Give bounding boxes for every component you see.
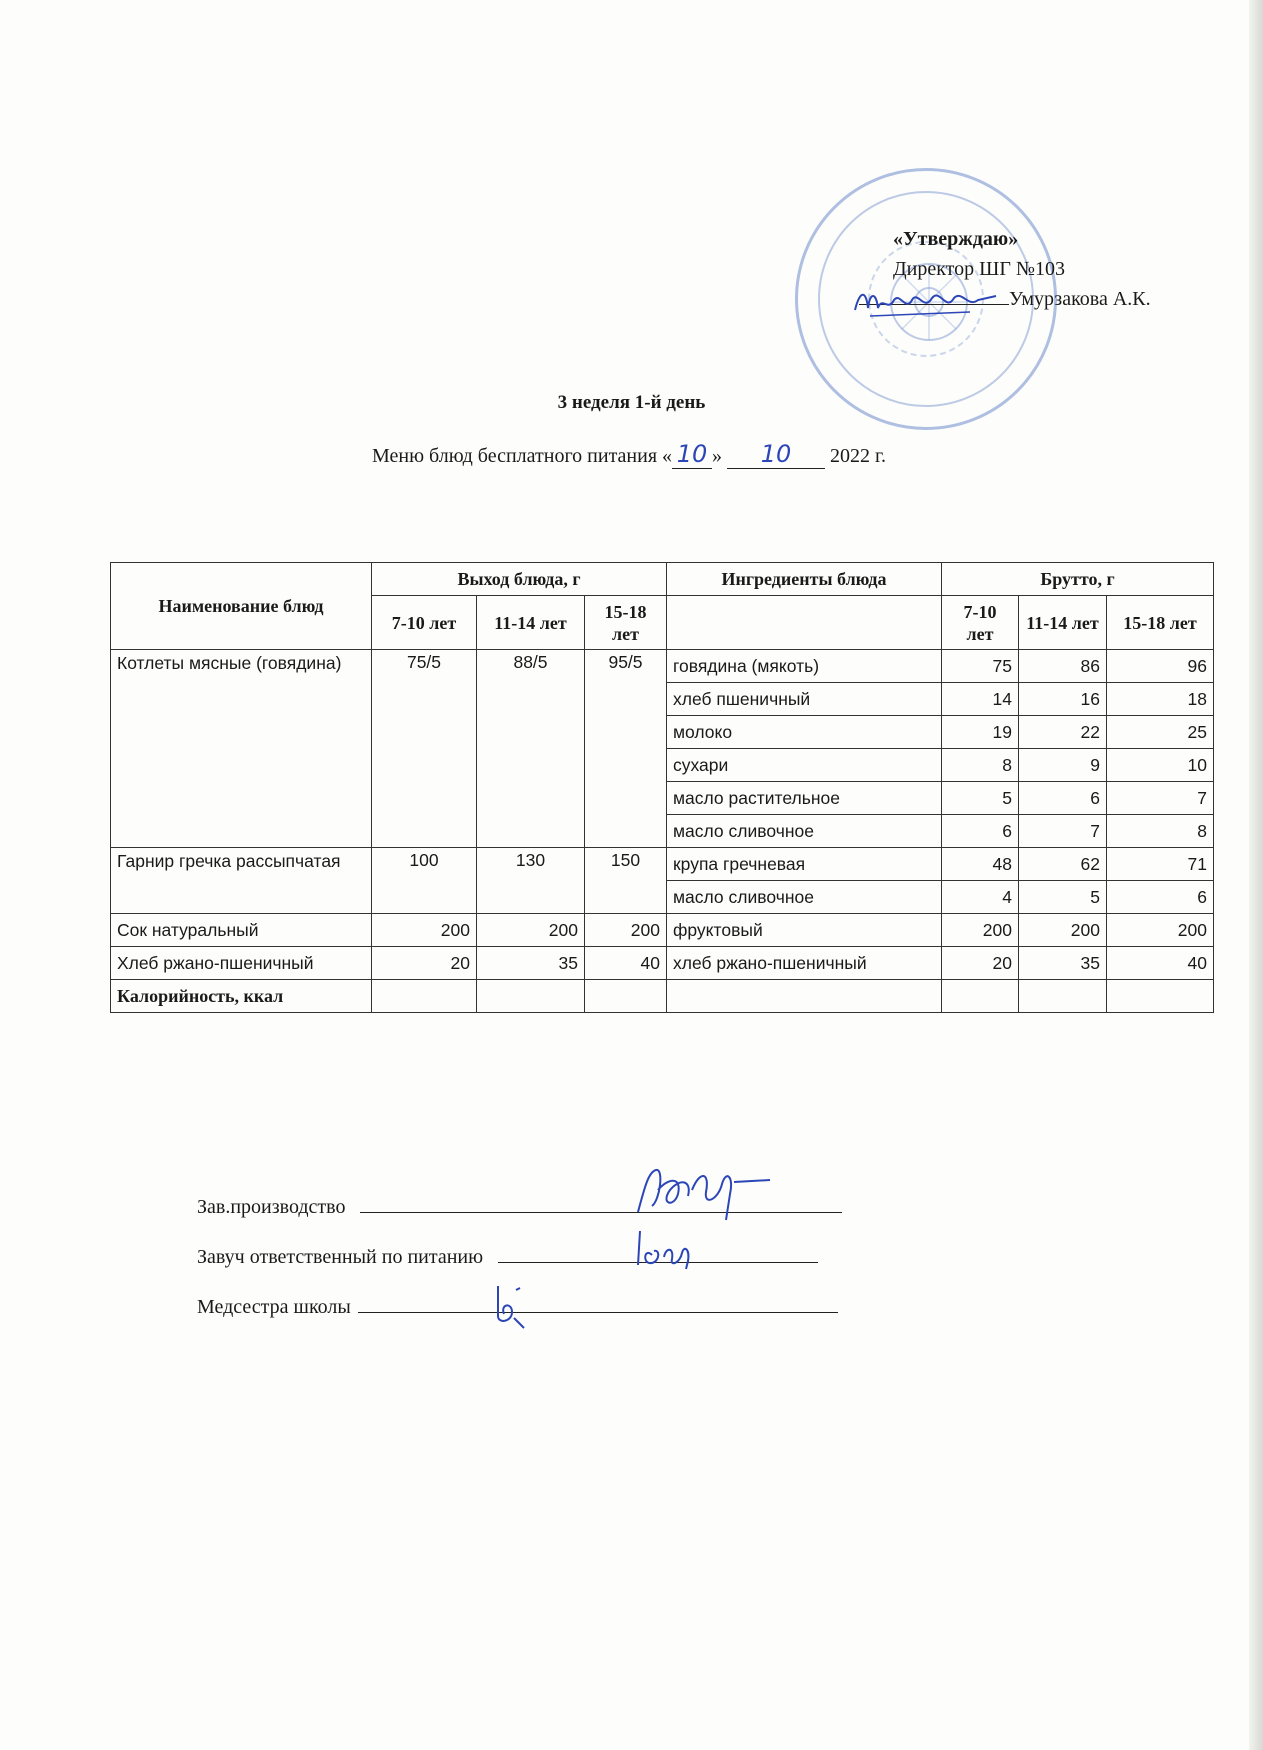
dish-name: Гарнир гречка рассыпчатая	[111, 848, 372, 914]
brutto-cell: 16	[1019, 683, 1107, 716]
brutto-cell: 6	[942, 815, 1019, 848]
brutto-cell: 20	[942, 947, 1019, 980]
ingredient-name: фруктовый	[667, 914, 942, 947]
brutto-cell: 18	[1107, 683, 1214, 716]
production-signature-icon	[630, 1160, 780, 1224]
signature-line	[358, 1292, 838, 1313]
brutto-cell: 200	[1019, 914, 1107, 947]
empty-cell	[1019, 980, 1107, 1013]
header-age: 11-14 лет	[1019, 596, 1107, 650]
header-yield: Выход блюда, г	[372, 563, 667, 596]
yield-cell: 200	[372, 914, 477, 947]
yield-cell: 35	[477, 947, 585, 980]
header-age: 11-14 лет	[477, 596, 585, 650]
brutto-cell: 71	[1107, 848, 1214, 881]
empty-cell	[477, 980, 585, 1013]
table-row	[111, 980, 1214, 1013]
brutto-cell: 62	[1019, 848, 1107, 881]
brutto-cell: 6	[1019, 782, 1107, 815]
dish-name: Хлеб ржано-пшеничный	[111, 947, 372, 980]
empty-cell	[585, 980, 667, 1013]
brutto-cell: 86	[1019, 650, 1107, 683]
signature-label: Завуч ответственный по питанию	[197, 1246, 484, 1268]
ingredient-name: хлеб пшеничный	[667, 683, 942, 716]
page-title: 3 неделя 1-й день	[557, 392, 706, 413]
brutto-cell: 96	[1107, 650, 1214, 683]
empty-cell	[372, 980, 477, 1013]
ingredient-name: крупа гречневая	[667, 848, 942, 881]
header-age: 7-10 лет	[942, 596, 1019, 650]
signature-label: Зав.производство	[197, 1196, 346, 1218]
yield-cell: 95/5	[585, 650, 667, 848]
brutto-cell: 19	[942, 716, 1019, 749]
brutto-cell: 4	[942, 881, 1019, 914]
yield-cell: 200	[477, 914, 585, 947]
brutto-cell: 48	[942, 848, 1019, 881]
brutto-cell: 40	[1107, 947, 1214, 980]
brutto-cell: 7	[1107, 782, 1214, 815]
ingredient-name: масло сливочное	[667, 881, 942, 914]
approval-heading: «Утверждаю»	[893, 228, 1019, 250]
empty-cell	[1107, 980, 1214, 1013]
ingredient-name: масло сливочное	[667, 815, 942, 848]
empty-cell	[667, 980, 942, 1013]
date-month: 10	[727, 440, 825, 469]
ingredient-name: масло растительное	[667, 782, 942, 815]
deputy-signature-icon	[630, 1225, 710, 1273]
table-row	[111, 914, 1214, 947]
header-age: 7-10 лет	[372, 596, 477, 650]
calories-label: Калорийность, ккал	[111, 980, 372, 1013]
scan-edge	[1249, 0, 1263, 1750]
dish-name: Сок натуральный	[111, 914, 372, 947]
dish-name: Котлеты мясные (говядина)	[111, 650, 372, 848]
table-row	[111, 848, 1214, 881]
brutto-cell: 5	[1019, 881, 1107, 914]
empty-cell	[942, 980, 1019, 1013]
header-age: 15-18 лет	[1107, 596, 1214, 650]
header-ingredients: Ингредиенты блюда	[667, 563, 942, 596]
brutto-cell: 7	[1019, 815, 1107, 848]
date-day: 10	[672, 440, 712, 469]
brutto-cell: 6	[1107, 881, 1214, 914]
yield-cell: 100	[372, 848, 477, 914]
subtitle-mid: »	[712, 445, 723, 467]
brutto-cell: 8	[1107, 815, 1214, 848]
brutto-cell: 14	[942, 683, 1019, 716]
brutto-cell: 9	[1019, 749, 1107, 782]
ingredient-name: хлеб ржано-пшеничный	[667, 947, 942, 980]
nurse-signature-icon	[490, 1280, 530, 1330]
signature-label: Медсестра школы	[197, 1296, 351, 1318]
yield-cell: 88/5	[477, 650, 585, 848]
brutto-cell: 10	[1107, 749, 1214, 782]
ingredient-name: молоко	[667, 716, 942, 749]
table-row	[111, 947, 1214, 980]
signature-row	[197, 1242, 818, 1269]
menu-table	[110, 562, 1214, 1013]
yield-cell: 130	[477, 848, 585, 914]
subtitle-prefix: Меню блюд бесплатного питания «	[372, 445, 673, 467]
approval-name: Умурзакова А.К.	[1009, 288, 1151, 310]
brutto-cell: 22	[1019, 716, 1107, 749]
brutto-cell: 35	[1019, 947, 1107, 980]
brutto-cell: 75	[942, 650, 1019, 683]
approval-position: Директор ШГ №103	[893, 258, 1065, 280]
brutto-cell: 200	[942, 914, 1019, 947]
table-row	[111, 650, 1214, 683]
yield-cell: 40	[585, 947, 667, 980]
yield-cell: 150	[585, 848, 667, 914]
director-signature-icon	[850, 282, 1000, 322]
brutto-cell: 25	[1107, 716, 1214, 749]
subtitle-year: 2022 г.	[830, 445, 886, 467]
brutto-cell: 5	[942, 782, 1019, 815]
yield-cell: 20	[372, 947, 477, 980]
brutto-cell: 200	[1107, 914, 1214, 947]
header-dish: Наименование блюд	[111, 563, 372, 650]
brutto-cell: 8	[942, 749, 1019, 782]
ingredient-name: говядина (мякоть)	[667, 650, 942, 683]
ingredient-name: сухари	[667, 749, 942, 782]
header-age: 15-18 лет	[585, 596, 667, 650]
yield-cell: 200	[585, 914, 667, 947]
header-brutto: Брутто, г	[942, 563, 1214, 596]
yield-cell: 75/5	[372, 650, 477, 848]
menu-subtitle	[372, 440, 886, 469]
header-ingredients-empty	[667, 596, 942, 650]
